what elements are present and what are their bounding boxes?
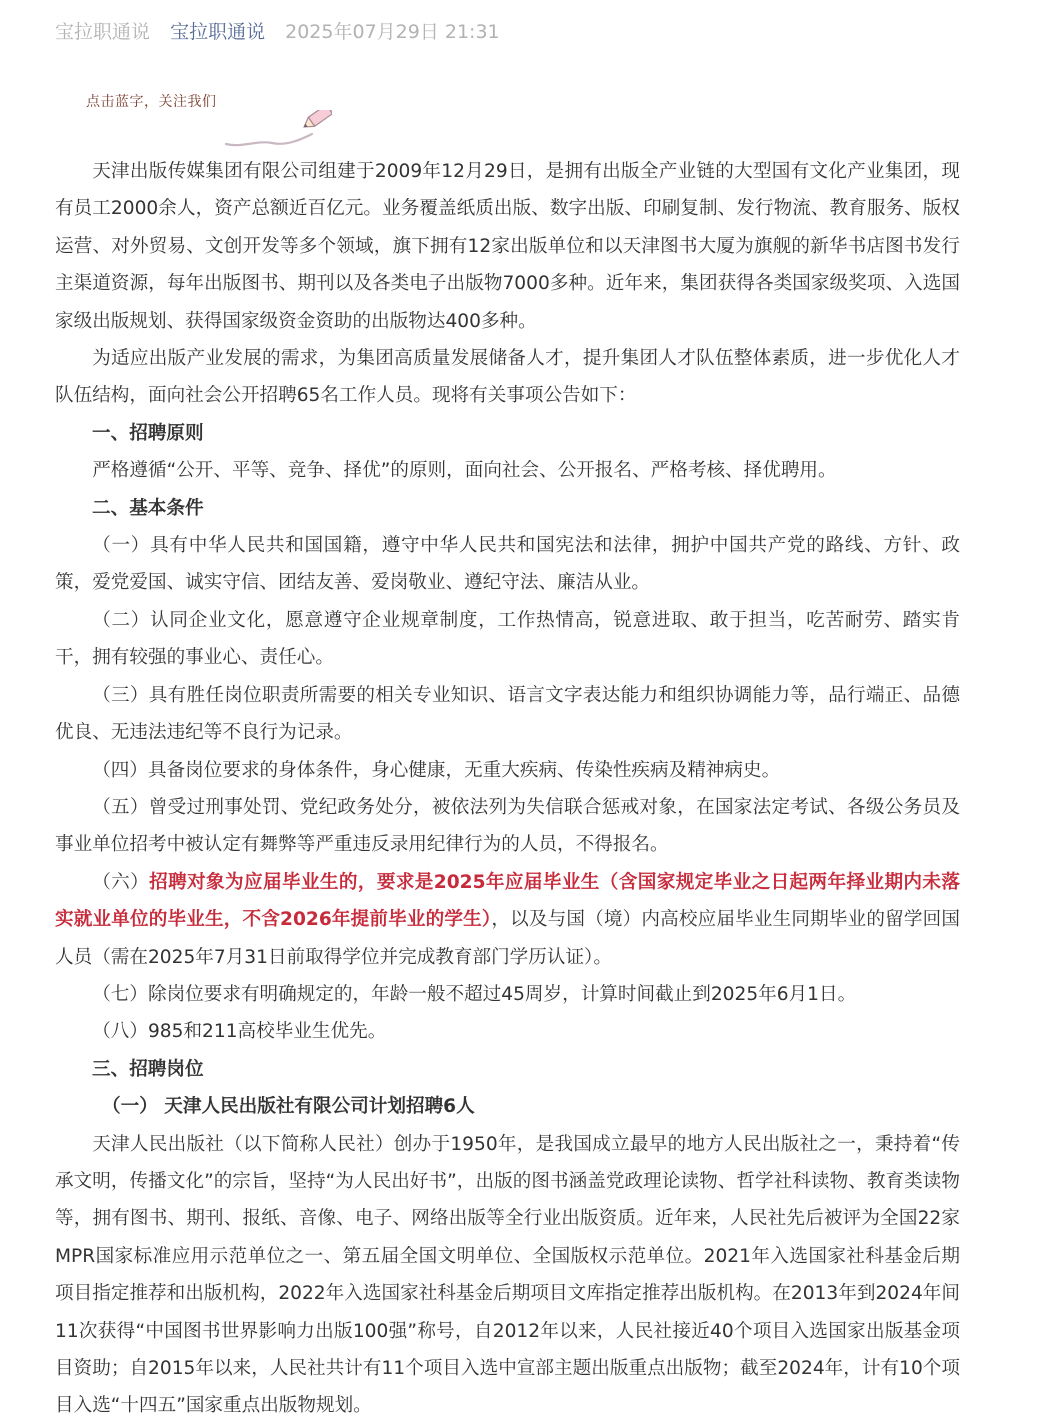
condition-3: （三）具有胜任岗位职责所需要的相关专业知识、语言文字表达能力和组织协调能力等，品行端正、品德优良、无违法违纪等不良行为记录。 (55, 684, 960, 744)
condition-6 (55, 864, 960, 976)
intro-paragraph-2: 为适应出版产业发展的需求，为集团高质量发展储备人才，提升集团人才队伍整体素质，进一步优化人才队伍结构，面向社会公开招聘65名工作人员。现将有关事项公告如下： (55, 348, 960, 407)
condition-4: （四）具备岗位要求的身体条件，身心健康，无重大疾病、传染性疾病及精神病史。 (92, 759, 781, 781)
condition-6-highlight: 招聘对象为应届毕业生的，要求是2025年应届毕业生（含国家规定毕业之日起两年择业期内未落实就业单位的毕业生，不含2026年提前毕业的学生） (55, 871, 960, 931)
article-body (55, 153, 960, 1425)
section-title-conditions: 二、基本条件 (92, 497, 204, 519)
account-link[interactable]: 宝拉职通说 (170, 21, 266, 43)
condition-6-prefix: （六） (92, 871, 150, 893)
publish-time: 2025年07月29日 21:31 (285, 21, 500, 43)
condition-1: （一）具有中华人民共和国国籍，遵守中华人民共和国宪法和法律，拥护中国共产党的路线、方针、政策，爱党爱国、诚实守信、团结友善、爱岗敬业、遵纪守法、廉洁从业。 (55, 535, 960, 594)
section-title-principles: 一、招聘原则 (92, 422, 204, 444)
tianjin-people-paragraph: 天津人民出版社（以下简称人民社）创办于1950年，是我国成立最早的地方人民出版社之一，秉持着“传承文明，传播文化”的宗旨，坚持“为人民出好书”，出版的图书涵盖党政理论读物、哲学社科读物、教育类读物等，拥有图书、期刊、报纸、音像、电子、网络出版等全行业出版资质。近年来，人民社先后被评为全国22家MPR国家标准应用示范单位之一、第五届全国文明单位、全国版权示范单位。2021年入选国家社科基金后期项目指定推荐和出版机构，2022年入选国家社科基金后期项目文库指定推荐出版机构。在2013年到2024年间11次获得“中国图书世界影响力出版100强”称号，自2012年以来，人民社接近40个项目入选国家出版基金项目资助；自2015年以来，人民社共计有11个项目入选中宣部主题出版重点出版物；截至2024年，计有10个项目入选“十四五”国家重点出版物规划。 (55, 1133, 960, 1417)
condition-7: （七）除岗位要求有明确规定的，年龄一般不超过45周岁，计算时间截止到2025年6月1日。 (92, 983, 857, 1005)
condition-6-rest: ，以及与国（境）内高校应届毕业生同期毕业的留学回国人员（需在2025年7月31日前取得学位并完成教育部门学历认证）。 (55, 909, 960, 968)
intro-paragraph-1: 天津出版传媒集团有限公司组建于2009年12月29日，是拥有出版全产业链的大型国有文化产业集团，现有员工2000余人，资产总额近百亿元。业务覆盖纸质出版、数字出版、印刷复制、发行物流、教育服务、版权运营、对外贸易、文创开发等多个领域，旗下拥有12家出版单位和以天津图书大厦为旗舰的新华书店图书发行主渠道资源，每年出版图书、期刊以及各类电子出版物7000多种。近年来，集团获得各类国家级奖项、入选国家级出版规划、获得国家级资金资助的出版物达400多种。 (55, 161, 960, 332)
pencil-icon (222, 110, 332, 150)
condition-2: （二）认同企业文化，愿意遵守企业规章制度，工作热情高，锐意进取、敢于担当，吃苦耐劳、踏实肯干，拥有较强的事业心、责任心。 (55, 609, 960, 669)
principles-paragraph: 严格遵循“公开、平等、竞争、择优”的原则，面向社会、公开报名、严格考核、择优聘用。 (92, 460, 837, 482)
article-meta (55, 18, 500, 46)
section-title-positions: 三、招聘岗位 (92, 1058, 204, 1080)
account-name: 宝拉职通说 (55, 21, 151, 43)
condition-8: （八）985和211高校毕业生优先。 (92, 1021, 387, 1043)
subsection-title-tianjin-people: （一） 天津人民出版社有限公司计划招聘6人 (102, 1096, 475, 1118)
follow-prompt: 点击蓝字，关注我们 (86, 94, 217, 110)
condition-5: （五）曾受过刑事处罚、党纪政务处分，被依法列为失信联合惩戒对象，在国家法定考试、各级公务员及事业单位招考中被认定有舞弊等严重违反录用纪律行为的人员，不得报名。 (55, 796, 960, 856)
